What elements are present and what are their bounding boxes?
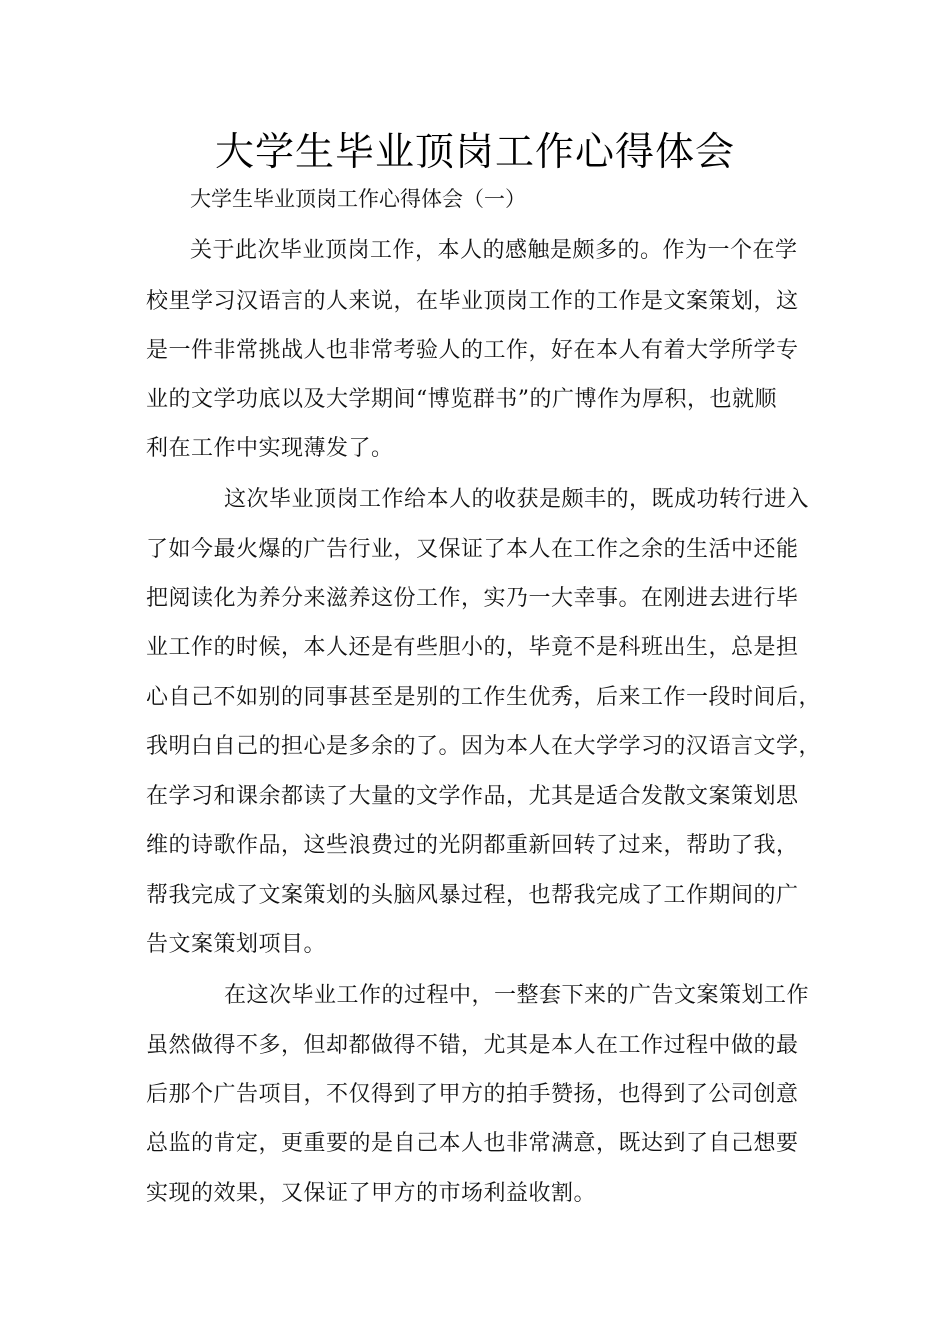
paragraph-line: 把阅读化为养分来滋养这份工作，实乃一大幸事。在刚进去进行毕 xyxy=(146,586,799,611)
paragraph-line: 在学习和课余都读了大量的文学作品，尤其是适合发散文案策划思 xyxy=(146,784,799,809)
paragraph-line: 维的诗歌作品，这些浪费过的光阴都重新回转了过来，帮助了我， xyxy=(146,833,799,858)
paragraph-line: 告文案策划项目。 xyxy=(146,932,327,957)
paragraph-line: 总监的肯定，更重要的是自己本人也非常满意，既达到了自己想要 xyxy=(146,1131,799,1156)
paragraph-line: 虽然做得不多，但却都做得不错，尤其是本人在工作过程中做的最 xyxy=(146,1033,799,1058)
paragraph-line: 利在工作中实现薄发了。 xyxy=(146,436,394,461)
paragraph-line: 这次毕业顶岗工作给本人的收获是颇丰的，既成功转行进入 xyxy=(224,487,810,512)
paragraph-line: 实现的效果，又保证了甲方的市场利益收割。 xyxy=(146,1181,597,1206)
paragraph-line: 心自己不如别的同事甚至是别的工作生优秀，后来工作一段时间后， xyxy=(146,685,822,710)
document-subtitle: 大学生毕业顶岗工作心得体会（一） xyxy=(190,187,526,211)
paragraph-line: 关于此次毕业顶岗工作，本人的感触是颇多的。作为一个在学 xyxy=(190,238,798,263)
paragraph-line: 后那个广告项目，不仅得到了甲方的拍手赞扬，也得到了公司创意 xyxy=(146,1082,799,1107)
paragraph-line: 在这次毕业工作的过程中，一整套下来的广告文案策划工作 xyxy=(224,983,810,1008)
paragraph-line: 了如今最火爆的广告行业，又保证了本人在工作之余的生活中还能 xyxy=(146,537,799,562)
paragraph-line: 业工作的时候，本人还是有些胆小的，毕竟不是科班出生，总是担 xyxy=(146,635,799,660)
document-title: 大学生毕业顶岗工作心得体会 xyxy=(214,130,735,175)
paragraph-line: 校里学习汉语言的人来说，在毕业顶岗工作的工作是文案策划，这 xyxy=(146,289,799,314)
paragraph-line: 帮我完成了文案策划的头脑风暴过程，也帮我完成了工作期间的广 xyxy=(146,883,799,908)
paragraph-line: 业的文学功底以及大学期间“博览群书”的广博作为厚积，也就顺 xyxy=(146,387,777,412)
paragraph-line: 我明白自己的担心是多余的了。因为本人在大学学习的汉语言文学， xyxy=(146,734,822,759)
paragraph-line: 是一件非常挑战人也非常考验人的工作，好在本人有着大学所学专 xyxy=(146,338,799,363)
